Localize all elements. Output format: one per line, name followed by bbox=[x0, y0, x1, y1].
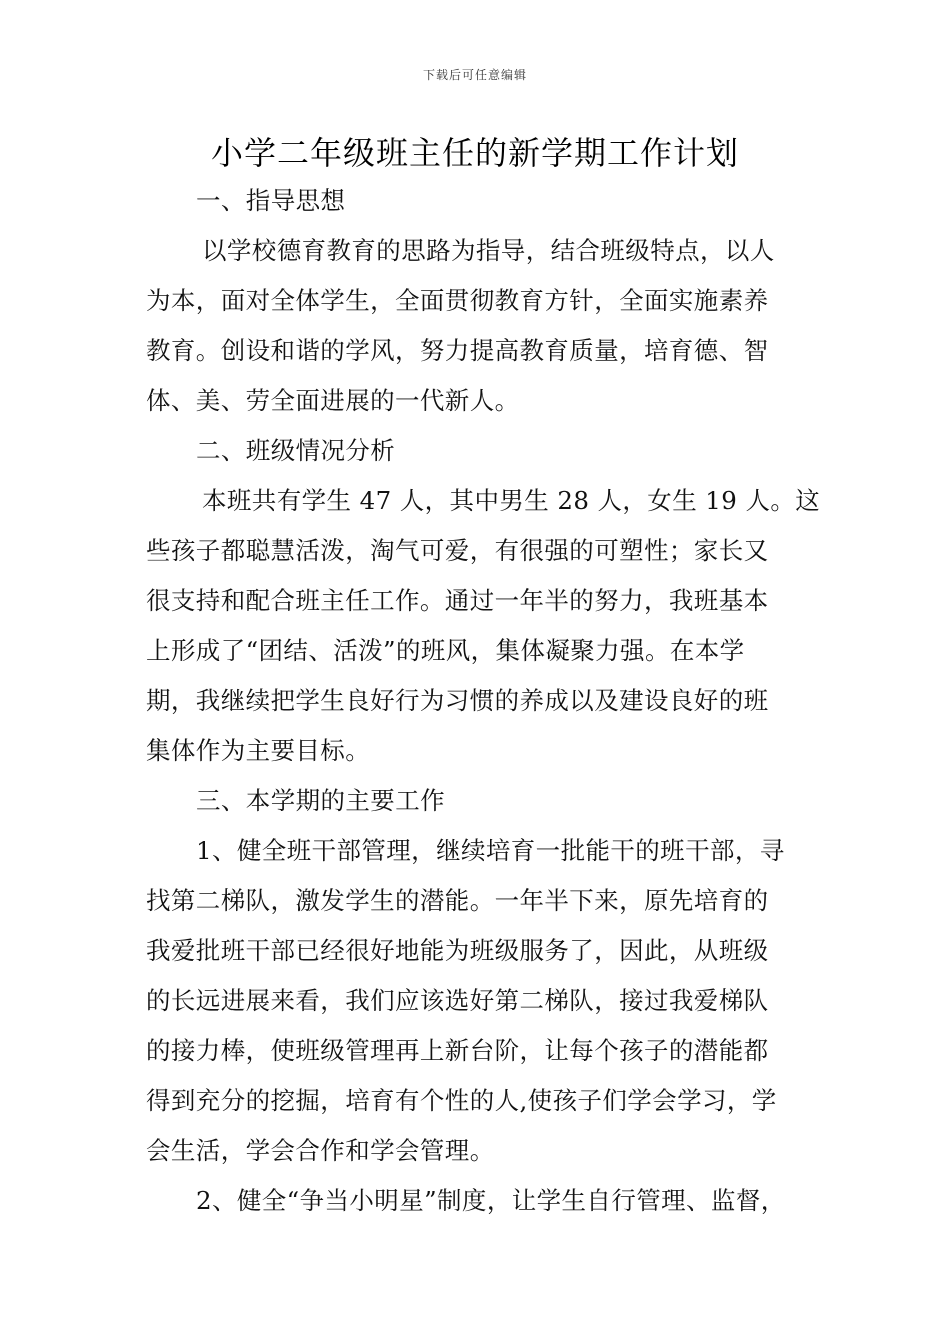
line-21: 2、健全“争当小明星”制度，让学生自行管理、监督， bbox=[196, 1186, 786, 1215]
header-note: 下载后可任意编辑 bbox=[422, 68, 527, 82]
document-body bbox=[146, 176, 821, 1226]
line-05: 体、美、劳全面进展的一代新人。 bbox=[146, 386, 520, 415]
line-18: 的接力棒，使班级管理再上新台阶，让每个孩子的潜能都 bbox=[146, 1036, 769, 1065]
line-02: 以学校德育教育的思路为指导，结合班级特点，以人 bbox=[202, 236, 775, 265]
line-09: 很支持和配合班主任工作。通过一年半的努力，我班基本 bbox=[146, 586, 769, 615]
line-06: 二、班级情况分析 bbox=[196, 436, 396, 465]
line-08: 些孩子都聪慧活泼，淘气可爱，有很强的可塑性；家长又 bbox=[146, 536, 769, 565]
line-17: 的长远进展来看，我们应该选好第二梯队，接过我爱梯队 bbox=[146, 986, 769, 1015]
line-11: 期，我继续把学生良好行为习惯的养成以及建设良好的班 bbox=[146, 686, 769, 715]
line-14: 1、健全班干部管理，继续培育一批能干的班干部，寻 bbox=[196, 836, 785, 865]
line-07: 本班共有学生 47 人，其中男生 28 人，女生 19 人。这 bbox=[202, 486, 821, 515]
line-03: 为本，面对全体学生，全面贯彻教育方针，全面实施素养 bbox=[146, 286, 769, 315]
line-13: 三、本学期的主要工作 bbox=[196, 786, 445, 815]
line-12: 集体作为主要目标。 bbox=[146, 736, 371, 765]
line-10: 上形成了“团结、活泼”的班风，集体凝聚力强。在本学 bbox=[146, 636, 745, 665]
line-04: 教育。创设和谐的学风，努力提高教育质量，培育德、智 bbox=[146, 336, 769, 365]
line-19: 得到充分的挖掘，培育有个性的人,使孩子们学会学习，学 bbox=[146, 1086, 777, 1115]
line-20: 会生活，学会合作和学会管理。 bbox=[146, 1136, 495, 1165]
line-15: 找第二梯队，激发学生的潜能。一年半下来，原先培育的 bbox=[146, 886, 769, 915]
document-title: 小学二年级班主任的新学期工作计划 bbox=[210, 134, 739, 172]
line-16: 我爱批班干部已经很好地能为班级服务了，因此，从班级 bbox=[146, 936, 769, 965]
line-01: 一、指导思想 bbox=[196, 186, 346, 215]
